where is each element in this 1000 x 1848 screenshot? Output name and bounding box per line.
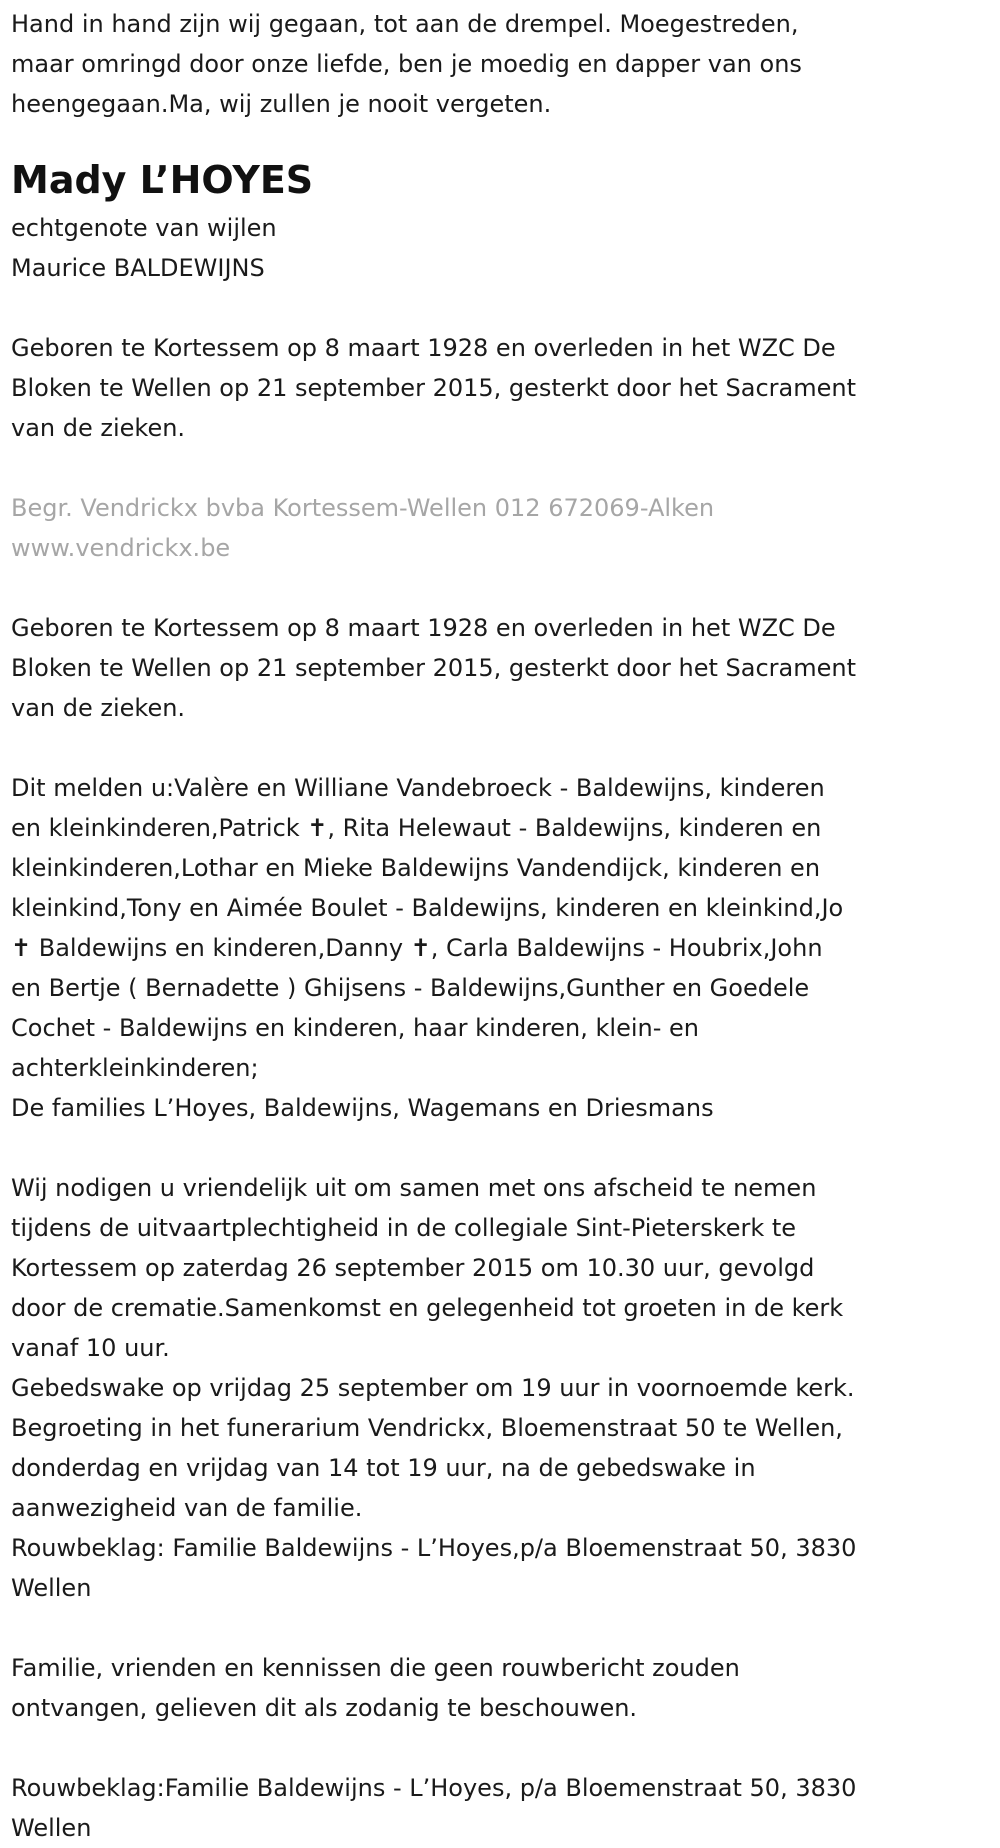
family-announcement: Dit melden u:Valère en Williane Vandebroeck - Baldewijns, kinderen en kleinkinderen,Patrick ✝, Rita Helewaut - Baldewijns, kinderen en kleinkinderen,Lothar en Mieke Baldewijns Vandendijck, kinderen en kleinkind,Tony en Aimée Boulet - Baldewijns, kinderen en kleinkind,Jo ✝ Baldewijns en kinderen,Danny ✝, Carla Baldewijns - Houbrix,John en Bertje ( Bernadette ) Ghijsens - Baldewijns,Gunther en Goedele Cochet - Baldewijns en kinderen, haar kinderen, klein- en achterkleinkinderen; De families L’Hoyes, Baldewijns, Wagemans en Driesmans xyxy=(11,774,844,1122)
spacer xyxy=(11,568,860,608)
undertaker-website-link[interactable]: www.vendrickx.be xyxy=(11,534,231,562)
deceased-name: Mady L’HOYES xyxy=(11,158,314,202)
spacer xyxy=(11,448,860,488)
intro-text: Hand in hand zijn wij gegaan, tot aan de drempel. Moegestreden, maar omringd door onze liefde, ben je moedig en dapper van ons heengegaan.Ma, wij zullen je nooit vergeten. xyxy=(11,10,802,118)
spacer xyxy=(11,288,860,328)
spacer xyxy=(11,1128,860,1168)
spouse-name: Maurice BALDEWIJNS xyxy=(11,254,265,282)
notice-text: Familie, vrienden en kennissen die geen rouwbericht zouden ontvangen, gelieven dit als zodanig te beschouwen. xyxy=(11,1654,740,1722)
undertaker-info: Begr. Vendrickx bvba Kortessem-Wellen 012 672069-Alken xyxy=(11,494,715,522)
ceremony-details: Wij nodigen u vriendelijk uit om samen met ons afscheid te nemen tijdens de uitvaartplechtigheid in de collegiale Sint-Pieterskerk te Kortessem op zaterdag 26 september 2015 om 10.30 uur, gevolgd door de crematie.Samenkomst en gelegenheid tot groeten in de kerk vanaf 10 uur. Gebedswake op vrijdag 25 september om 19 uur in voornoemde kerk. Begroeting in het funerarium Vendrickx, Bloemenstraat 50 te Wellen, donderdag en vrijdag van 14 tot 19 uur, na de gebedswake in aanwezigheid van de familie. Rouwbeklag: Familie Baldewijns - L’Hoyes,p/a Bloemenstraat 50, 3830 Wellen xyxy=(11,1174,857,1602)
spacer xyxy=(11,1728,860,1768)
birth-death-text-repeat: Geboren te Kortessem op 8 maart 1928 en overleden in het WZC De Bloken te Wellen op 21 september 2015, gesterkt door het Sacrament van de zieken. xyxy=(11,614,856,722)
condolence-address: Rouwbeklag:Familie Baldewijns - L’Hoyes, p/a Bloemenstraat 50, 3830 Wellen xyxy=(11,1774,857,1842)
spouse-label: echtgenote van wijlen xyxy=(11,214,277,242)
spacer xyxy=(11,1608,860,1648)
birth-death-text: Geboren te Kortessem op 8 maart 1928 en overleden in het WZC De Bloken te Wellen op 21 september 2015, gesterkt door het Sacrament van de zieken. xyxy=(11,334,856,442)
spacer xyxy=(11,728,860,768)
obituary-document xyxy=(0,4,860,1848)
